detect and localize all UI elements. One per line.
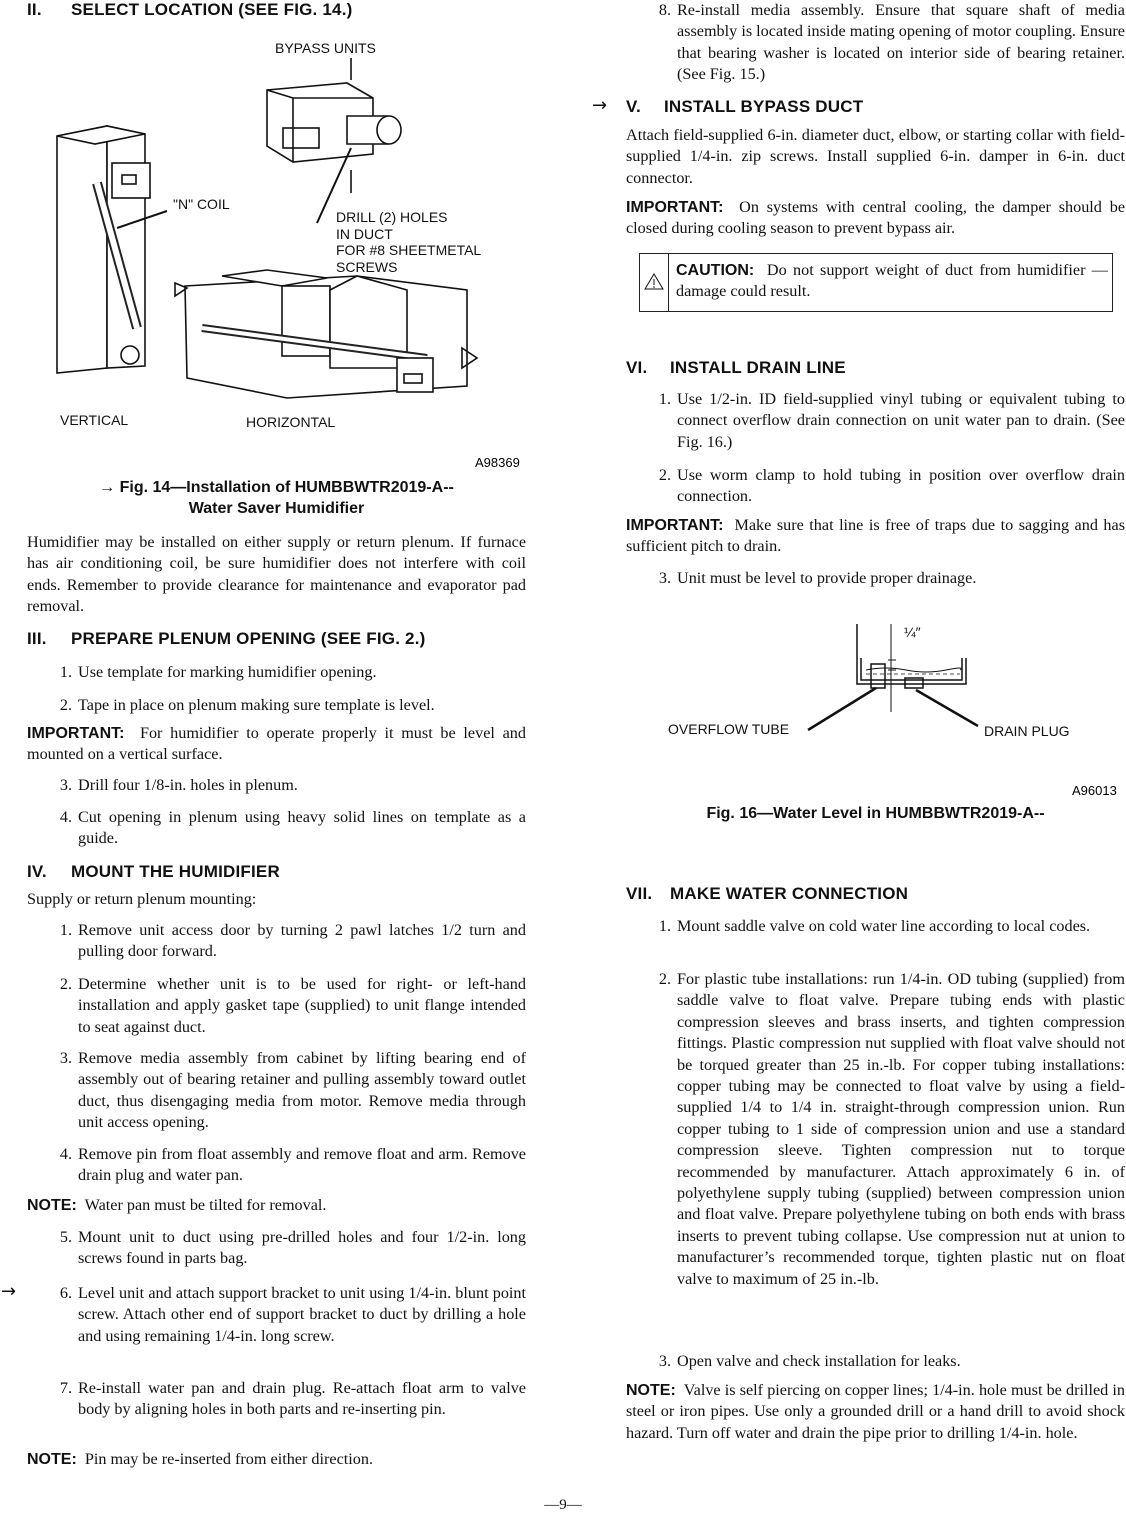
change-arrow: → (99, 479, 116, 496)
label-vertical: VERTICAL (60, 412, 129, 428)
label-drill-line3: FOR #8 SHEETMETAL (336, 242, 482, 258)
list-item: 1. Mount saddle valve on cold water line according to local codes. (658, 917, 1091, 935)
figure-14-caption: → Fig. 14—Installation of HUMBBWTR2019-A-- Water Saver Humidifier (99, 479, 454, 517)
horizontal-duct-drawing (175, 270, 477, 398)
vertical-plenum-drawing (57, 126, 150, 373)
bypass-duct-paragraph: Attach field-supplied 6-in. diameter duct, elbow, or starting collar with field-supplied 1/4-in. zip screws. Install supplied 6-in. damper in 6-in. duct connector. (626, 126, 1125, 187)
important-note-damper: IMPORTANT: On systems with central cooling, the damper should be closed during cooling season to prevent bypass air. (626, 198, 1126, 238)
section-heading-mount-humidifier: IV. MOUNT THE HUMIDIFIER (27, 862, 280, 881)
label-drill-line2: IN DUCT (336, 226, 393, 242)
leader-drain-plug (916, 690, 978, 726)
page-number: —9— (544, 1497, 582, 1513)
section-heading-select-location: II. SELECT LOCATION (SEE FIG. 14.) (27, 0, 353, 19)
list-item: 5. Mount unit to duct using pre-drilled holes and four 1/2-in. long screws found in parts bag. (59, 1228, 526, 1268)
list-item: 3. Open valve and check installation for leaks. (658, 1352, 961, 1370)
note-pin: NOTE: Pin may be re-inserted from either direction. (27, 1450, 374, 1468)
figure-14-illustration (27, 28, 526, 468)
warning-icon-cell (640, 254, 669, 311)
figure-16-illustration (626, 612, 1125, 802)
important-note-level: IMPORTANT: For humidifier to operate properly it must be level and mounted on a vertical surface. (27, 724, 526, 764)
section-heading-bypass-duct: V. INSTALL BYPASS DUCT (626, 97, 864, 116)
label-bypass-units: BYPASS UNITS (275, 40, 376, 56)
label-overflow-tube: OVERFLOW TUBE (668, 721, 790, 737)
figure-14-code: A98369 (475, 455, 520, 468)
caution-box (639, 253, 1113, 312)
list-item: 6. Level unit and attach support bracket to unit using 1/4-in. blunt point screw. Attach other end of support bracket to duct by drilling a hole and using remaining 1/4-in. long screw. (59, 1284, 526, 1345)
label-n-coil: "N" COIL (173, 196, 230, 212)
list-item: 3. Drill four 1/8-in. holes in plenum. (59, 776, 298, 794)
list-item: 2. Tape in place on plenum making sure template is level. (59, 696, 435, 714)
list-item: 7. Re-install water pan and drain plug. Re-attach float arm to valve body by aligning holes in both parts and re-inserting pin. (59, 1379, 526, 1419)
list-item: 8. Re-install media assembly. Ensure that square shaft of media assembly is located inside mating opening of motor coupling. Ensure that bearing washer is located on interior side of bearing retainer. (See Fig. 15.) (658, 1, 1125, 84)
note-valve-piercing: NOTE: Valve is self piercing on copper lines; 1/4-in. hole must be drilled in steel or iron pipes. Use only a grounded drill or a hand drill to avoid shock hazard. Turn off water and drain the pipe prior to drilling 1/4-in. hole. (626, 1381, 1125, 1442)
bypass-unit-drawing (267, 58, 401, 193)
list-item: 3. Remove media assembly from cabinet by lifting bearing end of assembly out of bearing retainer and pulling assembly toward outlet duct, thus disengaging media from motor. Remove media through unit access opening. (59, 1049, 526, 1132)
caution-text: CAUTION: Do not support weight of duct from humidifier — damage could result. (676, 261, 1108, 301)
warning-icon (640, 254, 668, 311)
change-arrow: → (1, 1281, 17, 1302)
section-heading-prepare-plenum: III. PREPARE PLENUM OPENING (SEE FIG. 2.) (27, 629, 426, 648)
section-heading-drain-line: VI. INSTALL DRAIN LINE (626, 358, 846, 377)
note-water-pan: NOTE: Water pan must be tilted for removal. (27, 1196, 327, 1214)
label-drill-line4: SCREWS (336, 259, 398, 275)
figure-16-code: A96013 (1072, 783, 1117, 798)
list-item: 1. Use template for marking humidifier opening. (59, 663, 377, 681)
label-drill-line1: DRILL (2) HOLES (336, 209, 448, 225)
figure-16-caption: Fig. 16—Water Level in HUMBBWTR2019-A-- (706, 805, 1045, 822)
label-horizontal: HORIZONTAL (246, 414, 336, 430)
list-item: 1. Remove unit access door by turning 2 pawl latches 1/2 turn and pulling door forward. (59, 921, 526, 961)
leader-overflow-tube (808, 688, 876, 730)
list-item: 4. Cut opening in plenum using heavy solid lines on template as a guide. (59, 808, 526, 848)
list-item: 4. Remove pin from float assembly and remove float and arm. Remove drain plug and water pan. (59, 1145, 526, 1185)
section-heading-water-connection: VII. MAKE WATER CONNECTION (626, 884, 909, 903)
label-quarter-inch: ¼″ (904, 624, 921, 640)
list-item: 2. For plastic tube installations: run 1/4-in. OD tubing (supplied) from saddle valve to float valve. Prepare tubing ends with plastic compression sleeves and brass inserts, and tighten compression fittings. Plastic compression nut supplied with float valve should not be torqued greater than 25 in.-lb. For copper tubing installations: copper tubing may be connected to float valve by using a field-supplied 1/4 to 1/4 in. straight-through compression union. Run copper tubing to 1 side of compression union and use a standard compression sleeve. Tighten compression nut to torque recommended by manufacturer. Attach approximately 6 in. of polyethylene supply tubing (supplied) between compression union and float valve. Prepare polyethylene tubing on both ends with brass inserts to prevent tubing collapse. Use compression nut at union to manufacturer’s recommended torque, tighten plastic nut on float valve to maximum of 25 in.-lb. (658, 970, 1125, 1288)
list-item: 1. Use 1/2-in. ID field-supplied vinyl tubing or equivalent tubing to connect overflow drain connection on unit water pan to drain. (See Fig. 16.) (658, 390, 1125, 451)
list-item: 3. Unit must be level to provide proper drainage. (658, 569, 977, 587)
important-note-traps: IMPORTANT: Make sure that line is free of traps due to sagging and has sufficient pitch to drain. (626, 516, 1125, 556)
label-drain-plug: DRAIN PLUG (984, 723, 1070, 739)
list-item: 2. Determine whether unit is to be used for right- or left-hand installation and apply gasket tape (supplied) to unit flange intended to seat against duct. (59, 975, 526, 1036)
intro-paragraph: Humidifier may be installed on either supply or return plenum. If furnace has air conditioning coil, be sure humidifier does not interfere with coil ends. Remember to provide clearance for maintenance and evaporator pad removal. (27, 533, 526, 616)
change-arrow: → (592, 95, 608, 116)
mounting-intro: Supply or return plenum mounting: (27, 890, 257, 908)
list-item: 2. Use worm clamp to hold tubing in position over overflow drain connection. (658, 466, 1125, 506)
